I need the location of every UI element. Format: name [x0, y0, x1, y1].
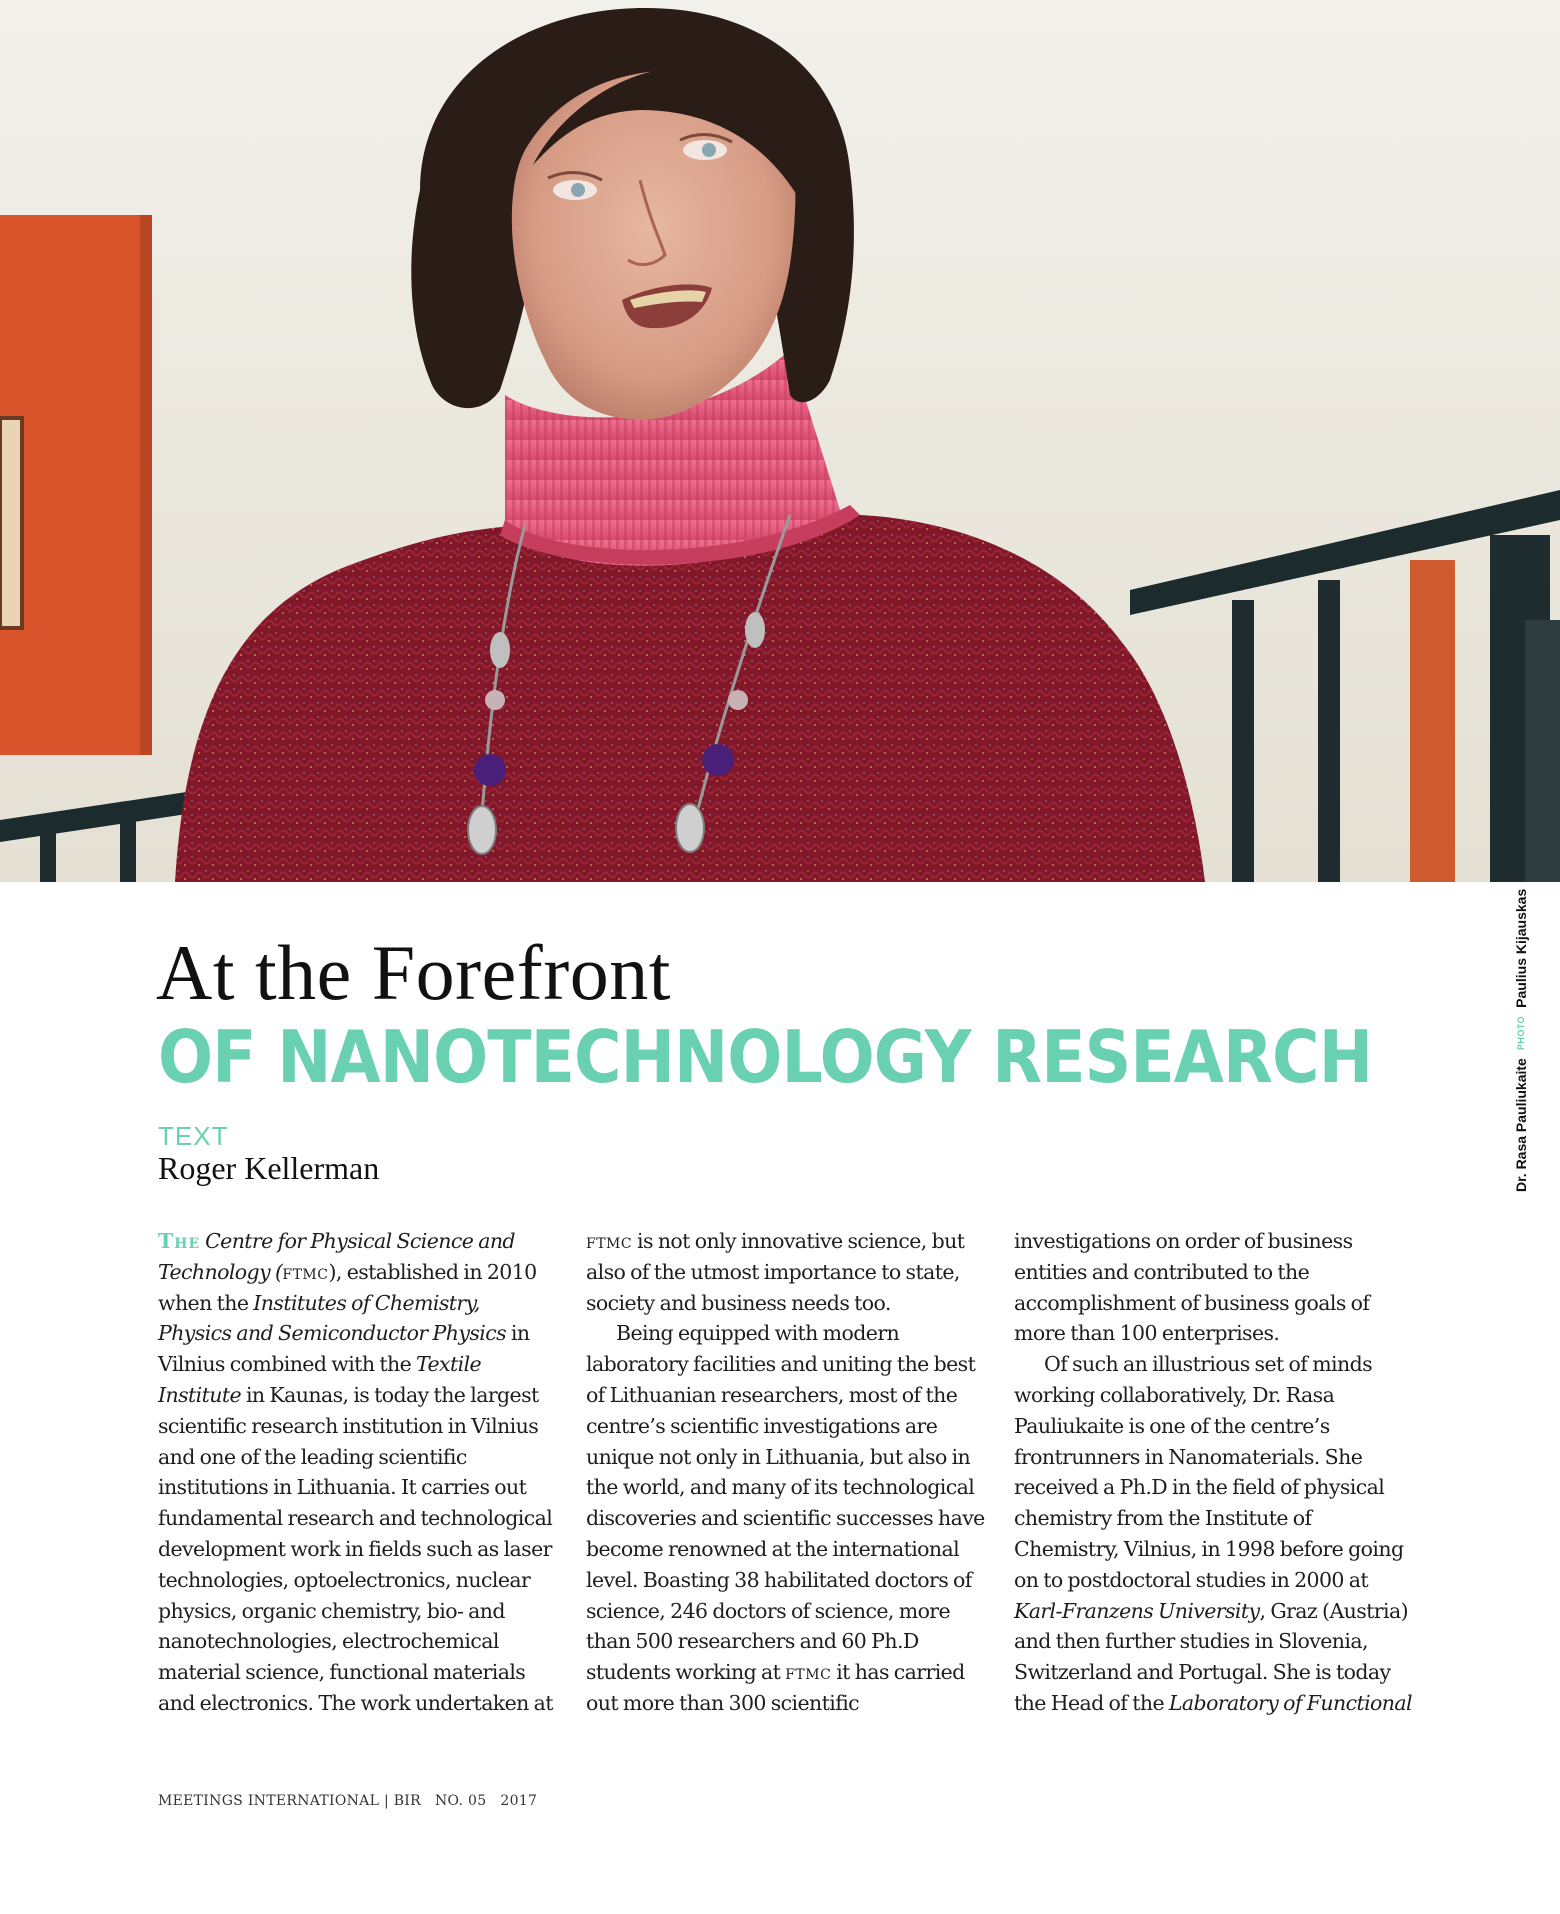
paragraph	[586, 1318, 986, 1718]
lead-in: The	[158, 1229, 201, 1253]
text-run: is not only innovative science, but also of the utmost importance to state, society and business needs too.	[586, 1229, 965, 1315]
photo-credit	[1513, 889, 1529, 1192]
text-run: in Vilnius combined with the	[158, 1321, 530, 1377]
abbreviation: ftmc	[282, 1259, 329, 1284]
article-title: At the Forefront	[156, 929, 671, 1016]
paragraph	[1014, 1226, 1414, 1349]
footer-issue: NO. 05	[434, 1793, 487, 1809]
italic-run: Textile Institute	[158, 1352, 482, 1407]
italic-run: Institutes of Chemistry, Physics and Semiconductor Physics	[158, 1290, 506, 1346]
italic-run: Karl-Franzens University	[1014, 1598, 1260, 1623]
paragraph	[158, 1226, 558, 1719]
orange-building	[0, 215, 152, 755]
text-run: it has carried out more than 300 scientific	[586, 1660, 965, 1715]
text-run: Being equipped with modern laboratory facilities and uniting the best of Lithuanian researchers, most of the centre’s scientific investigations are unique not only in Lithuania, but also in the world, and many of its technological discoveries and scientific successes have become renowned at the international level. Boasting 38 habilitated doctors of science, 246 doctors of science, more than 500 researchers and 60 Ph.D students working at	[586, 1321, 985, 1685]
paragraph	[1014, 1349, 1414, 1719]
text-run: in Kaunas, is today the largest scientific research institution in Vilnius and one of the leading scientific institutions in Lithuania. It carries out fundamental research and technological development work in fields such as laser technologies, optoelectronics, nuclear physics, organic chemistry, bio- and nanotechnologies, electrochemical material science, functional materials and electronics. The work undertaken at	[158, 1382, 553, 1715]
text-run: Of such an illustrious set of minds working collaboratively, Dr. Rasa Pauliukaite is one of the centre’s frontrunners in Nanomaterials. She received a Ph.D in the field of physical chemistry from the Institute of Chemistry, Vilnius, in 1998 before going on to postdoctoral studies in 2000 at	[1014, 1352, 1404, 1592]
abbreviation: ftmc	[785, 1660, 832, 1685]
article-column-3	[1014, 1226, 1414, 1719]
page-footer	[158, 1793, 551, 1809]
italic-run: Laboratory of Functional	[1168, 1690, 1412, 1715]
footer-publication: MEETINGS INTERNATIONAL | BIR	[158, 1793, 421, 1809]
credit-photographer: Paulius Kijauskas	[1513, 888, 1529, 1008]
footer-year: 2017	[500, 1793, 538, 1809]
byline-author: Roger Kellerman	[158, 1150, 380, 1186]
byline-label: TEXT	[158, 1121, 229, 1151]
text-run: Centre for Physical Science and Technology (	[158, 1229, 515, 1284]
article-subtitle: OF NANOTECHNOLOGY RESEARCH	[158, 1015, 1373, 1099]
credit-label: PHOTO	[1516, 1015, 1526, 1051]
abbreviation: ftmc	[586, 1229, 633, 1253]
paragraph	[586, 1226, 986, 1318]
credit-subject: Dr. Rasa Pauliukaite	[1513, 1058, 1529, 1192]
text-run: , Graz (Austria) and then further studies in Slovenia, Switzerland and Portugal. She is today the Head of the	[1014, 1598, 1408, 1715]
text-run: ), established in 2010 when the	[158, 1259, 537, 1315]
article-column-1	[158, 1226, 558, 1719]
article-column-2	[586, 1226, 986, 1719]
hero-photo	[0, 0, 1560, 882]
text-run: investigations on order of business entities and contributed to the accomplishment of business goals of more than 100 enterprises.	[1014, 1229, 1370, 1346]
portrait-illustration	[0, 0, 1560, 882]
